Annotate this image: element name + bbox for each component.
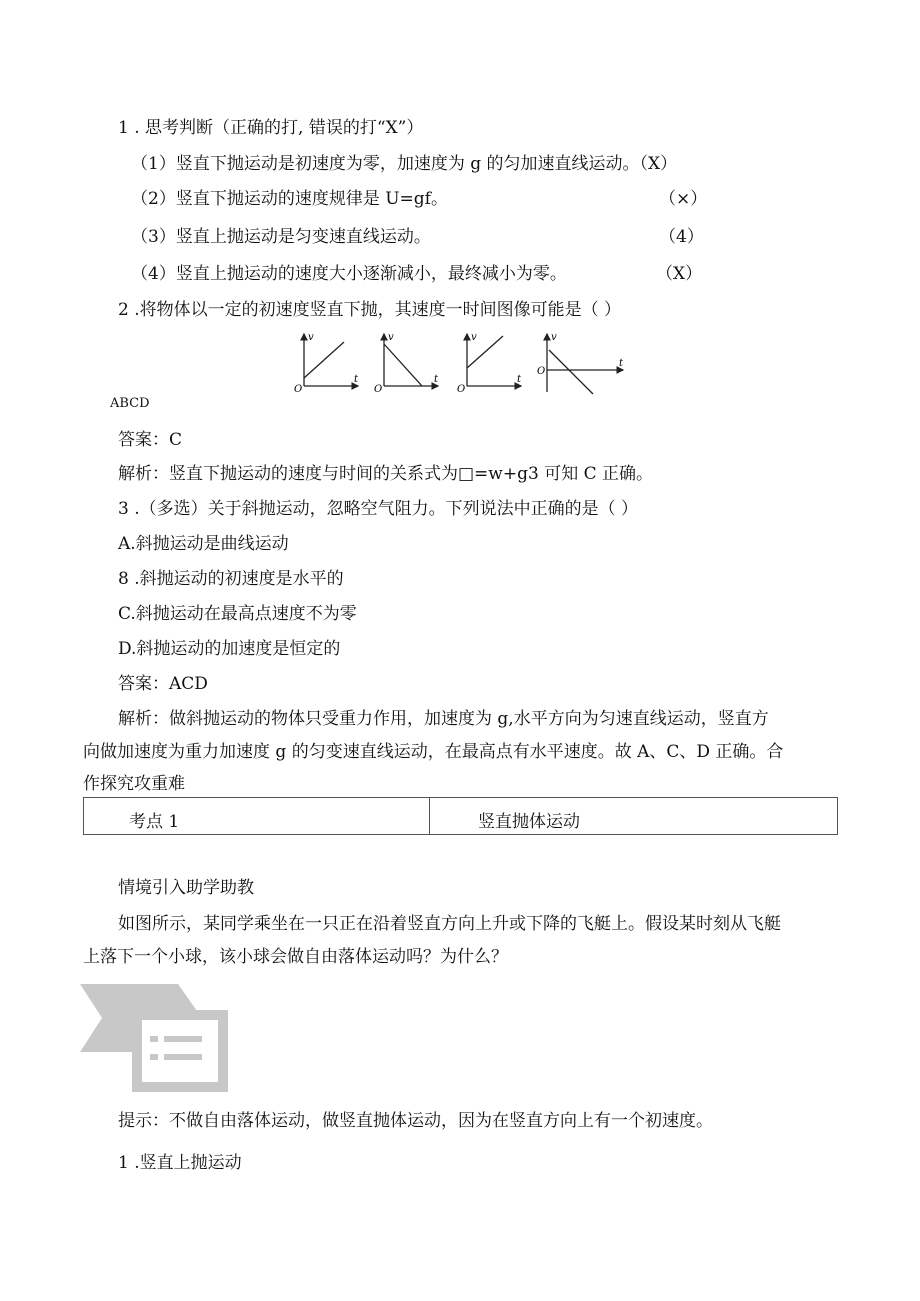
topic-label: 考点 1 — [129, 812, 180, 832]
situation-hint: 提示：不做自由落体运动，做竖直抛体运动，因为在竖直方向上有一个初速度。 — [118, 1111, 713, 1131]
graph-a-v-label: v — [308, 332, 314, 343]
graph-b-t-label: t — [434, 374, 439, 385]
q2-answer: 答案：C — [118, 430, 183, 450]
graph-d-t-label: t — [619, 358, 624, 369]
situation-heading: 情境引入助学助教 — [118, 878, 254, 898]
q1-item-1: （1）竖直下抛运动是初速度为零，加速度为 g 的匀加速直线运动。（X） — [131, 154, 678, 174]
q2-analysis: 解析：竖直下抛运动的速度与时间的关系式为□=w+g3 可知 C 正确。 — [118, 464, 654, 484]
section-heading-vertical-up: 1 .竖直上抛运动 — [118, 1153, 242, 1173]
q2-question: 2 .将物体以一定的初速度竖直下抛，其速度一时间图像可能是（ ） — [118, 300, 622, 320]
q1-item-4-mark: （X） — [656, 264, 703, 284]
q3-analysis-line1: 解析：做斜抛运动的物体只受重力作用，加速度为 g,水平方向为匀速直线运动，竖直方 — [118, 709, 769, 729]
graph-b — [372, 328, 444, 394]
situation-line1: 如图所示，某同学乘坐在一只正在沿着竖直方向上升或下降的飞艇上。假设某时刻从飞艇 — [118, 914, 781, 934]
q1-title: 1 . 思考判断（正确的打, 错误的打“X”） — [118, 118, 424, 138]
q3-option-b: 8 .斜抛运动的初速度是水平的 — [118, 569, 344, 589]
image-placeholder-icon — [80, 980, 230, 1092]
graph-c-t-label: t — [517, 374, 522, 385]
q3-answer: 答案：ACD — [118, 674, 208, 694]
q3-option-a: A.斜抛运动是曲线运动 — [118, 534, 289, 554]
graph-a — [292, 328, 364, 394]
graph-b-o-label: O — [374, 384, 383, 394]
graph-c — [455, 328, 527, 394]
q3-analysis-line3: 作探究攻重难 — [83, 774, 185, 794]
topic-table — [83, 797, 838, 835]
q2-options-label: ABCD — [110, 396, 150, 411]
q1-item-3: （3）竖直上抛运动是匀变速直线运动。 — [131, 227, 431, 247]
q3-option-d: D.斜抛运动的加速度是恒定的 — [118, 639, 341, 659]
q1-item-2: （2）竖直下抛运动的速度规律是 U=gf。 — [131, 189, 448, 209]
graph-b-v-label: v — [388, 332, 394, 343]
q3-option-c: C.斜抛运动在最高点速度不为零 — [118, 604, 357, 624]
graph-d-v-label: v — [551, 332, 557, 343]
topic-table-cell-2 — [430, 798, 838, 835]
topic-title: 竖直抛体运动 — [478, 812, 580, 832]
q1-item-4: （4）竖直上抛运动的速度大小逐渐减小，最终减小为零。 — [131, 264, 567, 284]
graph-d-o-label: O — [537, 366, 546, 377]
graph-d — [535, 328, 627, 396]
graph-c-o-label: O — [457, 384, 466, 394]
situation-line2: 上落下一个小球，该小球会做自由落体运动吗？为什么？ — [83, 947, 508, 967]
graph-a-t-label: t — [354, 374, 359, 385]
q3-analysis-line2: 向做加速度为重力加速度 g 的匀变速直线运动，在最高点有水平速度。故 A、C、D 正确。合 — [83, 742, 784, 762]
graph-a-o-label: O — [294, 384, 303, 394]
q1-item-3-mark: （4） — [659, 227, 704, 247]
topic-table-cell-1 — [84, 798, 430, 835]
graph-c-v-label: v — [471, 332, 477, 343]
q3-question: 3 .（多选）关于斜抛运动，忽略空气阻力。下列说法中正确的是（ ） — [118, 499, 639, 519]
q1-item-2-mark: （×） — [659, 189, 708, 209]
